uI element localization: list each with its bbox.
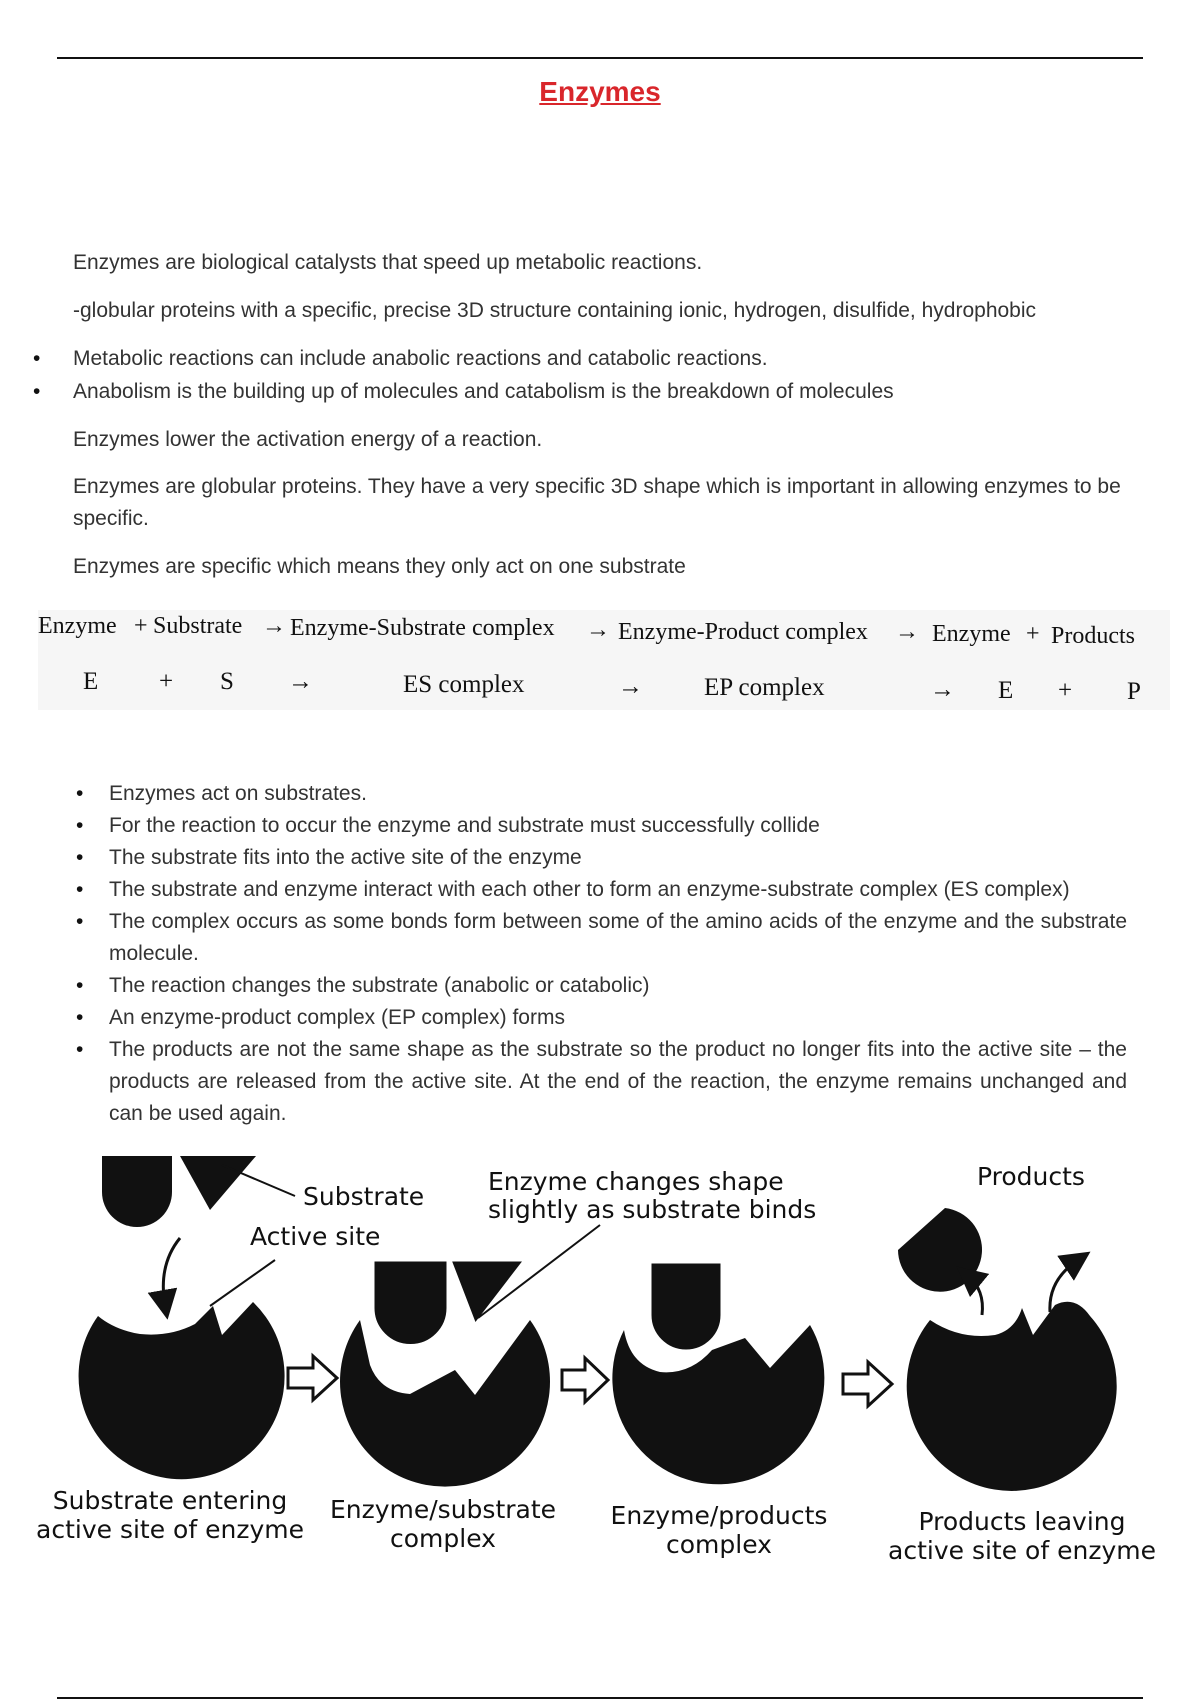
eq-term: + [1058,677,1073,704]
caption: Enzyme/products [610,1501,828,1530]
arrow-icon: → [288,668,313,695]
arrow-icon: → [586,617,610,643]
arrow-icon: → [930,676,955,703]
eq-term: Products [1051,623,1135,649]
arrow-icon [968,1276,982,1315]
list-item: • Metabolic reactions can include anabolic reactions and catabolic reactions. [73,343,1133,375]
list-item: • For the reaction to occur the enzyme and substrate must successfully collide [109,810,1127,842]
caption: complex [390,1524,496,1553]
eq-term: Enzyme [932,621,1011,647]
eq-term: ES complex [403,671,525,698]
eq-term: EP complex [704,674,825,701]
list-item: • Anabolism is the building up of molecules and catabolism is the breakdown of molecules [73,376,1133,408]
eq-term: + [1026,621,1040,647]
stage-arrow-icon [843,1362,892,1406]
stage-2 [340,1225,600,1487]
eq-term: Substrate [153,613,243,639]
eq-term: + [159,668,174,695]
arrow-icon: → [262,613,286,639]
paragraph: Enzymes lower the activation energy of a reaction. [73,428,543,451]
caption: Products leaving [918,1507,1126,1536]
enzyme-shape [79,1302,285,1479]
bottom-rule [57,1697,1143,1699]
label-shape-change: slightly as substrate binds [488,1195,817,1224]
list-item: • The complex occurs as some bonds form between some of the amino acids of the enzyme and the substrate molecule. [109,906,1127,970]
substrate-shape [450,1260,525,1325]
caption: active site of enzyme [888,1536,1156,1565]
list-item: • The reaction changes the substrate (anabolic or catabolic) [109,970,1127,1002]
eq-term: + [134,613,148,639]
enzyme-shape [907,1302,1117,1491]
substrate-shape [102,1156,172,1227]
top-rule [57,57,1143,59]
substrate-shape [373,1260,448,1346]
eq-term: P [1127,678,1141,705]
eq-term: Enzyme-Product complex [618,619,868,645]
arrow-icon [163,1238,180,1305]
stage-arrow-icon [288,1356,337,1400]
list-item: • The products are not the same shape as the substrate so the product no longer fits into the active site – the products are released from the active site. At the end of the reaction, the enzyme remains unchanged and can be used again. [109,1034,1127,1130]
paragraph: Enzymes are specific which means they only act on one substrate [73,555,686,578]
stage-1 [79,1156,295,1479]
enzyme-shape [340,1320,550,1487]
label-shape-change: Enzyme changes shape [488,1167,784,1196]
caption: Substrate entering [52,1486,288,1515]
product-shape [650,1262,722,1351]
list-item: • The substrate and enzyme interact with each other to form an enzyme-substrate complex (ES complex) [109,874,1127,906]
label-active-site: Active site [250,1222,381,1251]
caption: active site of enzyme [36,1515,304,1544]
process-list [109,778,1127,1130]
enzyme-shape [612,1325,824,1484]
enzyme-diagram [0,1140,1200,1580]
stage-4 [898,1208,1117,1491]
eq-term: E [998,677,1014,704]
label-substrate: Substrate [303,1182,425,1211]
caption: complex [666,1530,772,1559]
page-title: Enzymes [539,76,661,107]
list-item: • The substrate fits into the active site of the enzyme [109,842,1127,874]
intro-line: Enzymes are biological catalysts that speed up metabolic reactions. [73,251,703,274]
label-leader [210,1260,275,1306]
stage-3 [612,1262,824,1484]
substrate-shape [180,1156,256,1210]
eq-term: Enzyme-Substrate complex [290,615,555,641]
intro-line: -globular proteins with a specific, precise 3D structure containing ionic, hydrogen, disulfide, hydrophobic [73,299,1037,322]
caption: Enzyme/substrate [329,1495,557,1524]
label-products: Products [977,1162,1085,1191]
list-item: • An enzyme-product complex (EP complex) forms [109,1002,1127,1034]
arrow-icon: → [618,673,643,700]
stage-arrow-icon [562,1358,608,1402]
eq-term: E [83,668,99,695]
eq-term: S [220,668,234,695]
list-item: • Enzymes act on substrates. [109,778,1127,810]
paragraph: Enzymes are globular proteins. They have a very specific 3D shape which is important in allowing enzymes to be specific. [73,475,1121,530]
eq-term: Enzyme [38,613,117,639]
arrow-icon: → [895,619,919,645]
